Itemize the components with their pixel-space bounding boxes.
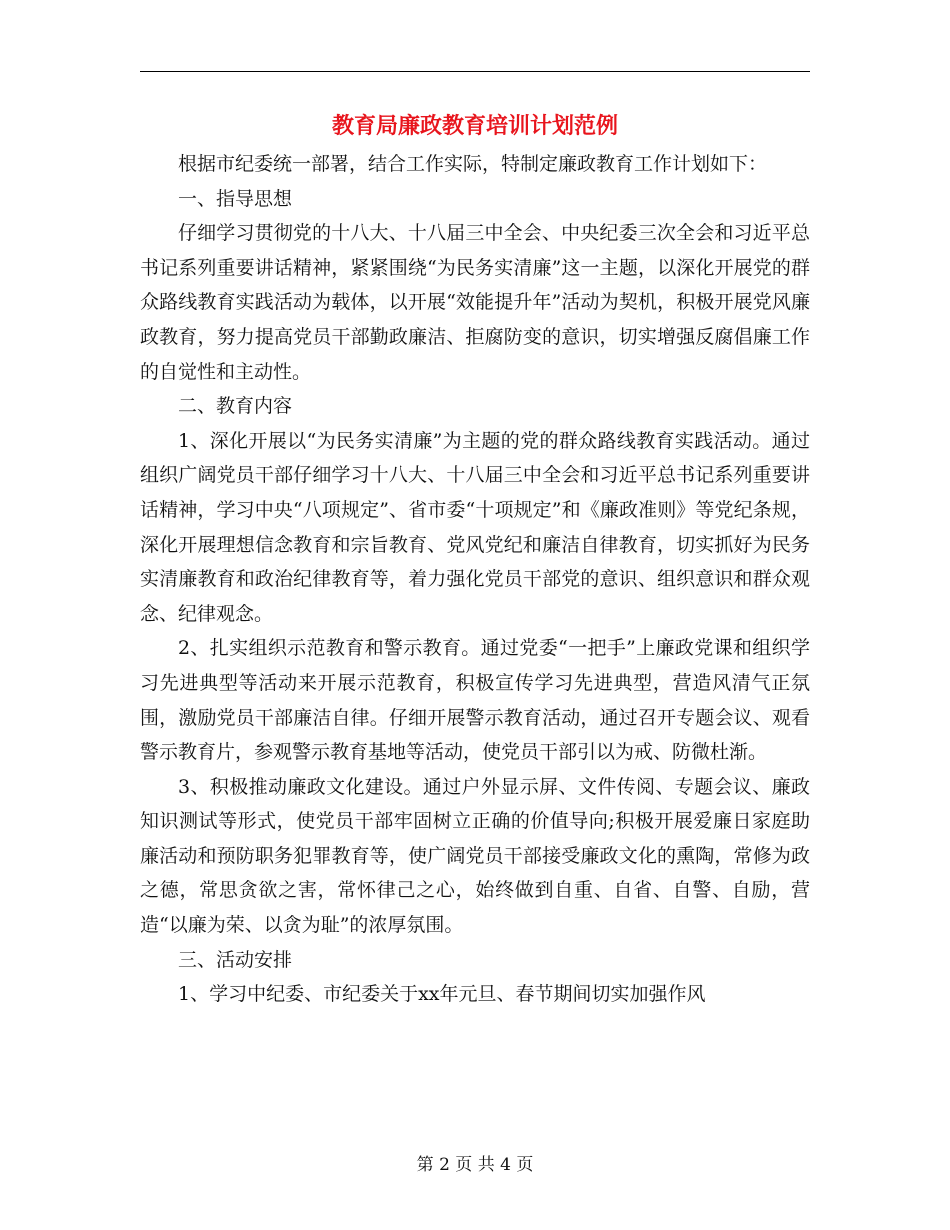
section-heading-activity-arrangement: 三、活动安排 [178, 948, 293, 971]
content-item-3: 3、积极推动廉政文化建设。通过户外显示屏、文件传阅、专题会议、廉政知识测试等形式，使党员干部牢固树立正确的价值导向;积极开展爱廉日家庭助廉活动和预防职务犯罪教育等，使广阔党员干部接受廉政文化的熏陶，常修为政之德，常思贪欲之害，常怀律己之心，始终做到自重、自省、自警、自励，营造“以廉为荣、以贪为耻”的浓厚氛围。 [140, 775, 810, 937]
content-item-2: 2、扎实组织示范教育和警示教育。通过党委“一把手”上廉政党课和组织学习先进典型等活动来开展示范教育，积极宣传学习先进典型，营造风清气正氛围，激励党员干部廉洁自律。仔细开展警示教育活动，通过召开专题会议、观看警示教育片，参观警示教育基地等活动，使党员干部引以为戒、防微杜渐。 [140, 637, 810, 764]
guiding-ideology-paragraph: 仔细学习贯彻党的十八大、十八届三中全会、中央纪委三次全会和习近平总书记系列重要讲话精神，紧紧围绕“为民务实清廉”这一主题，以深化开展党的群众路线教育实践活动为载体，以开展“效能提升年”活动为契机，积极开展党风廉政教育，努力提高党员干部勤政廉洁、拒腐防变的意识，切实增强反腐倡廉工作的自觉性和主动性。 [140, 222, 810, 383]
content-item-1: 1、深化开展以“为民务实清廉”为主题的党的群众路线教育实践活动。通过组织广阔党员干部仔细学习十八大、十八届三中全会和习近平总书记系列重要讲话精神，学习中央“八项规定”、省市委“十项规定”和《廉政准则》等党纪条规，深化开展理想信念教育和宗旨教育、党风党纪和廉洁自律教育，切实抓好为民务实清廉教育和政治纪律教育等，着力强化党员干部党的意识、组织意识和群众观念、纪律观念。 [140, 429, 810, 625]
section-heading-education-content: 二、教育内容 [178, 395, 293, 418]
document-title: 教育局廉政教育培训计划范例 [331, 113, 618, 139]
activity-item-1: 1、学习中纪委、市纪委关于xx年元旦、春节期间切实加强作风 [178, 983, 706, 1006]
header-rule [140, 71, 810, 72]
section-heading-guiding-ideology: 一、指导思想 [178, 187, 293, 210]
intro-paragraph: 根据市纪委统一部署，结合工作实际，特制定廉政教育工作计划如下： [178, 153, 768, 175]
page-number-footer: 第 2 页 共 4 页 [416, 1155, 534, 1175]
document-body [140, 147, 810, 1012]
